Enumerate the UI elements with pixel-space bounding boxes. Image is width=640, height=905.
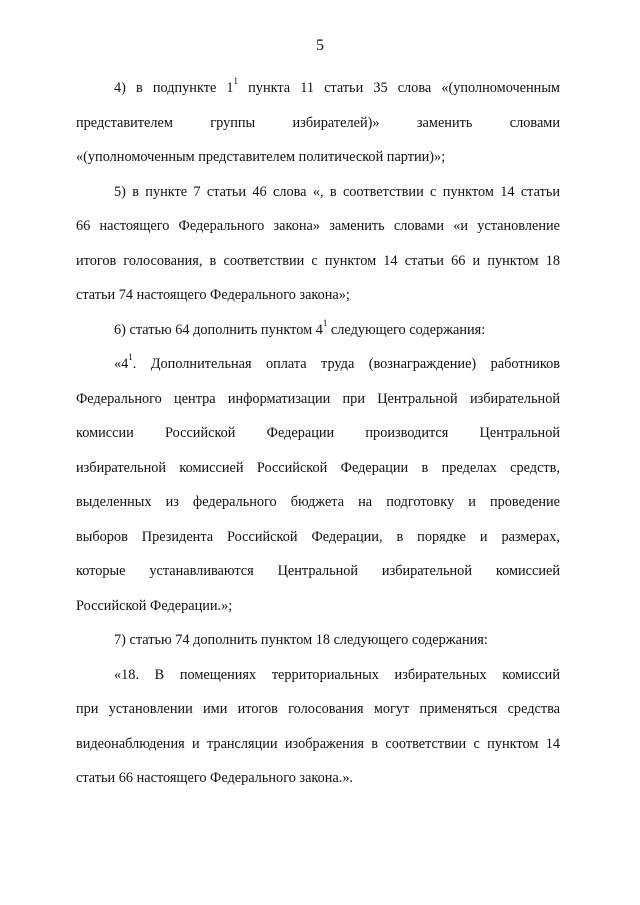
paragraph: [76, 347, 560, 623]
text-segment: статьи 74 настоящего Федерального закона»;: [76, 287, 350, 303]
text-line: [76, 140, 560, 175]
text-segment: статьи 66 настоящего Федерального закона.».: [76, 770, 354, 786]
superscript: 1: [322, 317, 328, 328]
paragraph: [76, 623, 560, 658]
text-line: [76, 71, 560, 106]
text-line: [76, 278, 560, 313]
paragraph: [76, 175, 560, 313]
text-line: [76, 589, 560, 624]
text-line: [76, 485, 560, 520]
text-segment: 66 настоящего Федерального закона» заменить словами «и установление: [76, 218, 560, 234]
text-segment: Федерального центра информатизации при Центральной избирательной: [76, 390, 560, 407]
text-segment: следующего содержания:: [327, 321, 486, 338]
text-segment: избирательной комиссией Российской Федерации в пределах средств,: [76, 459, 560, 476]
text-segment: 4) в подпункте 1: [114, 80, 234, 96]
text-segment: Российской Федерации.»;: [76, 597, 233, 614]
text-line: [76, 761, 560, 796]
text-segment: которые устанавливаются Центральной избирательной комиссией: [76, 563, 560, 579]
text-line: [76, 451, 560, 486]
text-line: [76, 658, 560, 693]
paragraph: [76, 71, 560, 175]
paragraph: [76, 313, 560, 348]
text-segment: при установлении ими итогов голосования могут применяться средства: [76, 701, 560, 717]
text-line: [76, 175, 560, 210]
text-segment: 5) в пункте 7 статьи 46 слова «, в соответствии с пунктом 14 статьи: [114, 183, 560, 200]
text-line: [76, 727, 560, 762]
text-line: [76, 244, 560, 279]
page-number: 5: [316, 37, 324, 54]
document-body: [76, 71, 560, 796]
superscript: 1: [128, 352, 133, 363]
text-line: [76, 106, 560, 141]
text-line: [76, 692, 560, 727]
text-line: [76, 520, 560, 555]
text-line: [76, 209, 560, 244]
text-segment: 7) статью 74 дополнить пунктом 18 следующего содержания:: [114, 632, 488, 648]
paragraph: [76, 658, 560, 796]
text-segment: итогов голосования, в соответствии с пунктом 14 статьи 66 и пунктом 18: [76, 252, 560, 269]
text-segment: представителем группы избирателей)» заменить словами: [76, 114, 560, 131]
text-segment: . Дополнительная оплата труда (вознаграждение) работников: [132, 356, 560, 372]
text-segment: видеонаблюдения и трансляции изображения в соответствии с пунктом 14: [76, 735, 560, 752]
superscript: 1: [233, 76, 239, 87]
text-segment: пункта 11 статьи 35 слова «(уполномоченным: [238, 80, 560, 96]
text-line: [76, 623, 560, 658]
text-line: [76, 313, 560, 348]
text-line: [76, 554, 560, 589]
text-segment: 6) статью 64 дополнить пунктом 4: [114, 321, 323, 338]
text-segment: выборов Президента Российской Федерации, в порядке и размерах,: [76, 528, 560, 545]
text-segment: выделенных из федерального бюджета на подготовку и проведение: [76, 494, 560, 510]
text-line: [76, 382, 560, 417]
text-segment: «(уполномоченным представителем политической партии)»;: [76, 149, 446, 165]
text-segment: комиссии Российской Федерации производится Центральной: [76, 425, 560, 441]
text-segment: «4: [114, 356, 129, 372]
text-segment: «18. В помещениях территориальных избирательных комиссий: [114, 666, 560, 683]
text-line: [76, 347, 560, 382]
text-line: [76, 416, 560, 451]
